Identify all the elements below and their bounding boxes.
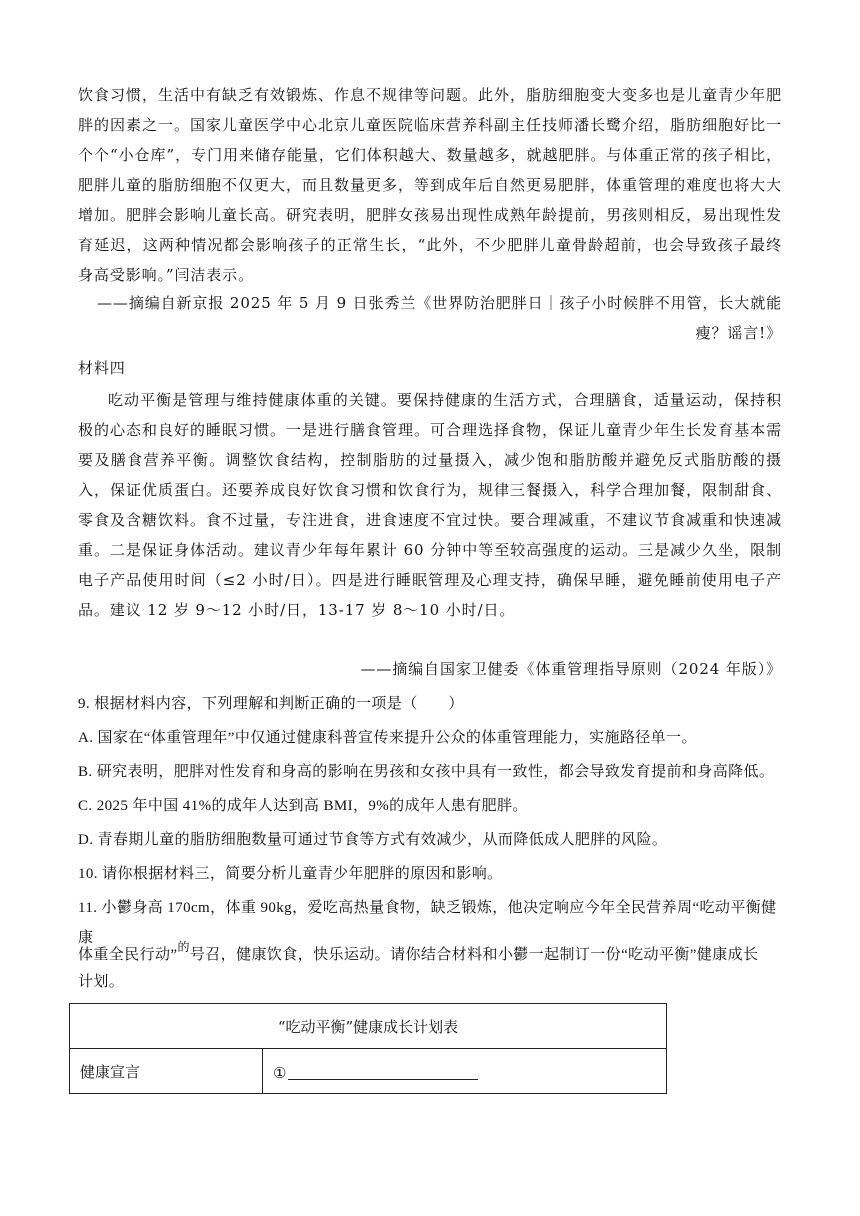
question-10: 10. 请你根据材料三，简要分析儿童青少年肥胖的原因和影响。 [78, 866, 503, 882]
question-9: 9. 根据材料内容，下列理解和判断正确的一项是（ ） [78, 696, 464, 712]
question-11-line3: 计划。 [78, 974, 125, 990]
question-11-superscript: 的 [177, 940, 190, 954]
material4-heading: 材料四 [78, 359, 126, 377]
material3-source: ——摘编自新京报 2025 年 5 月 9 日张秀兰《世界防治肥胖日｜孩子小时候胖不用管，长大就能瘦？谣言!》 [97, 294, 782, 342]
question-9-option-b: B. 研究表明，肥胖对性发育和身高的影响在男孩和女孩中具有一致性，都会导致发育提前和身高降低。 [78, 764, 775, 780]
question-11-line2 [78, 932, 782, 970]
question-9-option-a: A. 国家在“体重管理年”中仅通过健康科普宣传来提升公众的体重管理能力，实施路径单一。 [78, 730, 697, 746]
plan-table-marker: ① [273, 1063, 287, 1082]
material3-paragraph: 饮食习惯，生活中有缺乏有效锻炼、作息不规律等问题。此外，脂肪细胞变大变多也是儿童青少年肥胖的因素之一。国家儿童医学中心北京儿童医院临床营养科副主任技师潘长鹭介绍，脂肪细胞好比一个个“小仓库”，专门用来储存能量，它们体积越大、数量越多，就越肥胖。与体重正常的孩子相比，肥胖儿童的脂肪细胞不仅更大，而且数量更多，等到成年后自然更易肥胖，体重管理的难度也将大大增加。肥胖会影响儿童长高。研究表明，肥胖女孩易出现性成熟年龄提前，男孩则相反，易出现性发育延迟，这两种情况都会影响孩子的正常生长，“此外，不少肥胖儿童骨龄超前，也会导致孩子最终身高受影响。”闫洁表示。 [78, 86, 782, 284]
question-11-line2-a: 体重全民行动” [78, 947, 178, 963]
material4-source: ——摘编自国家卫健委《体重管理指导原则（2024 年版）》 [360, 660, 782, 678]
declaration-answer-blank[interactable] [288, 1061, 478, 1080]
question-11-line1: 11. 小鬱身高 170cm，体重 90kg，爱吃高热量食物，缺乏锻炼，他决定响应今年全民营养周“吃动平衡健康 [78, 900, 777, 946]
plan-table-title: “吃动平衡”健康成长计划表 [70, 1004, 667, 1049]
plan-table [69, 1003, 667, 1094]
question-9-option-d: D. 青春期儿童的脂肪细胞数量可通过节食等方式有效减少，从而降低成人肥胖的风险。 [78, 832, 668, 848]
question-9-option-c: C. 2025 年中国 41%的成年人达到高 BMI，9%的成年人患有肥胖。 [78, 798, 528, 814]
plan-table-declaration-cell [263, 1049, 667, 1094]
question-11-line2-b: 号召，健康饮食，快乐运动。请你结合材料和小鬱一起制订一份“吃动平衡”健康成长 [189, 947, 759, 963]
plan-table-label-declaration: 健康宣言 [70, 1049, 263, 1094]
material4-paragraph: 吃动平衡是管理与维持健康体重的关键。要保持健康的生活方式，合理膳食，适量运动，保持积极的心态和良好的睡眠习惯。一是进行膳食管理。可合理选择食物，保证儿童青少年生长发育基本需要及膳食营养平衡。调整饮食结构，控制脂肪的过量摄入，减少饱和脂肪酸并避免反式脂肪酸的摄入，保证优质蛋白。还要养成良好饮食习惯和饮食行为，规律三餐摄入，科学合理加餐，限制甜食、零食及含糖饮料。食不过量，专注进食，进食速度不宜过快。要合理减重，不建议节食减重和快速减重。二是保证身体活动。建议青少年每年累计 60 分钟中等至较高强度的运动。三是减少久坐，限制电子产品使用时间（≤2 小时/日）。四是进行睡眠管理及心理支持，确保早睡，避免睡前使用电子产品。建议 12 岁 9～12 小时/日，13-17 岁 8～10 小时/日。 [78, 391, 782, 619]
